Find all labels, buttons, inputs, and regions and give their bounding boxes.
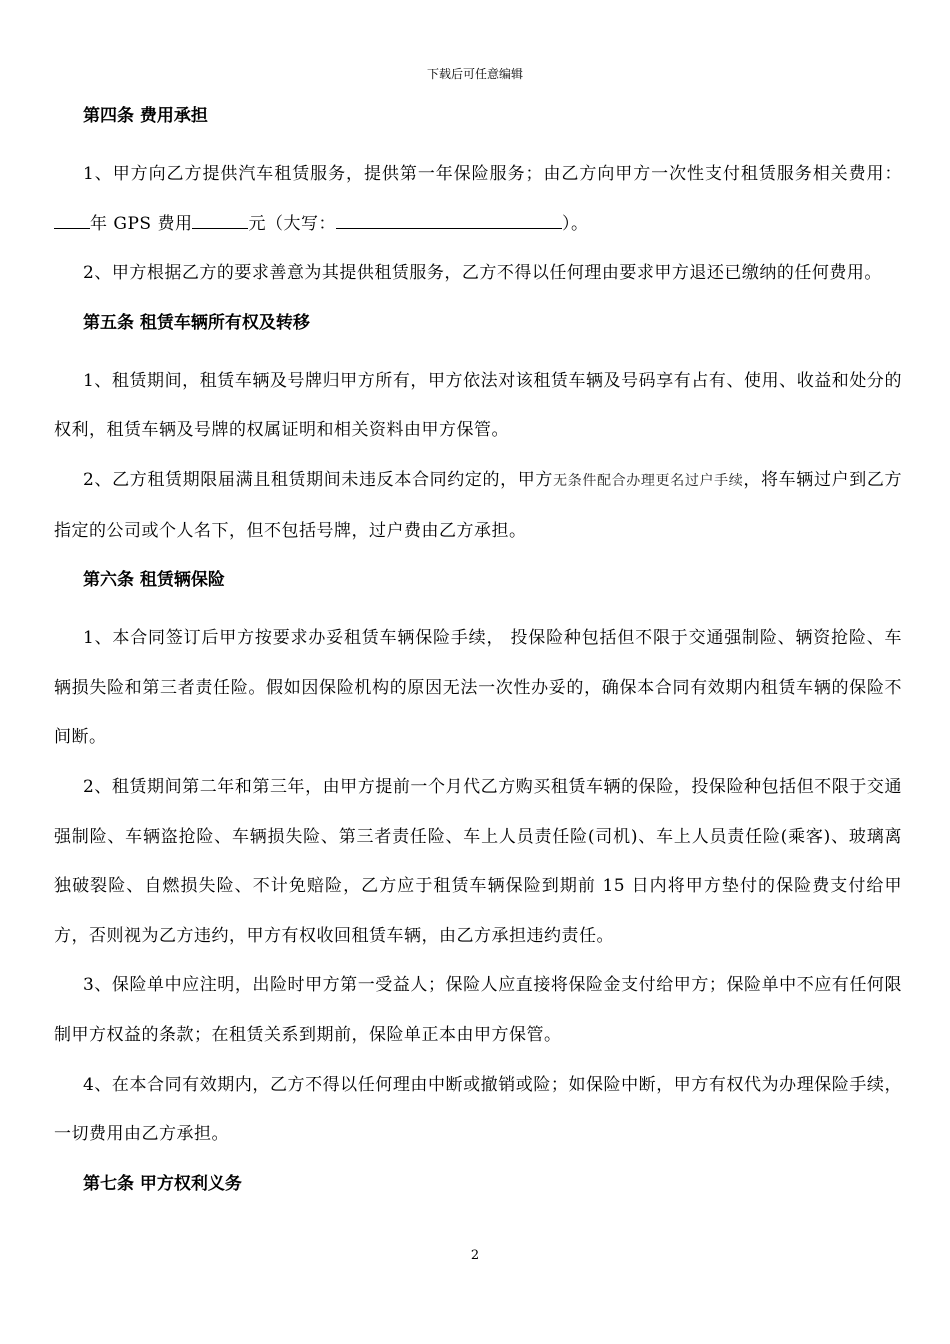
header-note: 下载后可任意编辑 bbox=[426, 67, 523, 81]
section-6-clause-3: 3、保险单中应注明，出险时甲方第一受益人；保险人应直接将保险金支付给甲方；保险单中不应有任何限制甲方权益的条款；在租赁关系到期前，保险单正本由甲方保管。 bbox=[54, 975, 902, 1045]
section-6-clause-2: 2、租赁期间第二年和第三年，由甲方提前一个月代乙方购买租赁车辆的保险，投保险种包括但不限于交通强制险、车辆盗抢险、车辆损失险、第三者责任险、车上人员责任险(司机)、车上人员责任险(乘客)、玻璃离独破裂险、自燃损失险、不计免赔险，乙方应于租赁车辆保险到期前 15 日内将甲方垫付的保险费支付给甲方，否则视为乙方违约，甲方有权收回租赁车辆，由乙方承担违约责任。 bbox=[54, 776, 902, 946]
document-body bbox=[54, 100, 902, 1218]
section-4-title: 第四条 费用承担 bbox=[83, 106, 208, 126]
section-6-clause-1: 1、本合同签订后甲方按要求办妥租赁车辆保险手续， 投保险种包括但不限于交通强制险、辆资抢险、车辆损失险和第三者责任险。假如因保险机构的原因无法一次性办妥的，确保本合同有效期内租赁车辆的保险不间断。 bbox=[54, 628, 902, 748]
section-6-title: 第六条 租赁辆保险 bbox=[83, 570, 225, 591]
blank-years bbox=[54, 214, 90, 229]
transfer-procedure-text: 无条件配合办理更名过户手续 bbox=[553, 472, 744, 489]
section-5-clause-2: 2、乙方租赁期限届满且租赁期间未违反本合同约定的，甲方无条件配合办理更名过户手续，将车辆过户到乙方指定的公司或个人名下，但不包括号牌，过户费由乙方承担。 bbox=[54, 469, 903, 541]
page-number: 2 bbox=[470, 1248, 480, 1263]
section-7-title: 第七条 甲方权利义务 bbox=[83, 1173, 242, 1194]
section-5-clause-1: 1、租赁期间，租赁车辆及号牌归甲方所有，甲方依法对该租赁车辆及号码享有占有、使用、收益和处分的权利，租赁车辆及号牌的权属证明和相关资料由甲方保管。 bbox=[54, 370, 902, 441]
section-4-clause-1: 1、甲方向乙方提供汽车租赁服务，提供第一年保险服务；由乙方向甲方一次性支付租赁服务相关费用：年 GPS 费用 元（大写： ）。 bbox=[54, 150, 902, 249]
blank-amount-in-words bbox=[336, 214, 562, 229]
section-6-clause-4: 4、在本合同有效期内，乙方不得以任何理由中断或撤销或险；如保险中断，甲方有权代为办理保险手续，一切费用由乙方承担。 bbox=[54, 1074, 902, 1145]
section-5-title: 第五条 租赁车辆所有权及转移 bbox=[83, 312, 310, 333]
section-4-clause-2: 2、甲方根据乙方的要求善意为其提供租赁服务，乙方不得以任何理由要求甲方退还已缴纳的任何费用。 bbox=[83, 263, 882, 284]
blank-gps-fee bbox=[192, 214, 248, 229]
